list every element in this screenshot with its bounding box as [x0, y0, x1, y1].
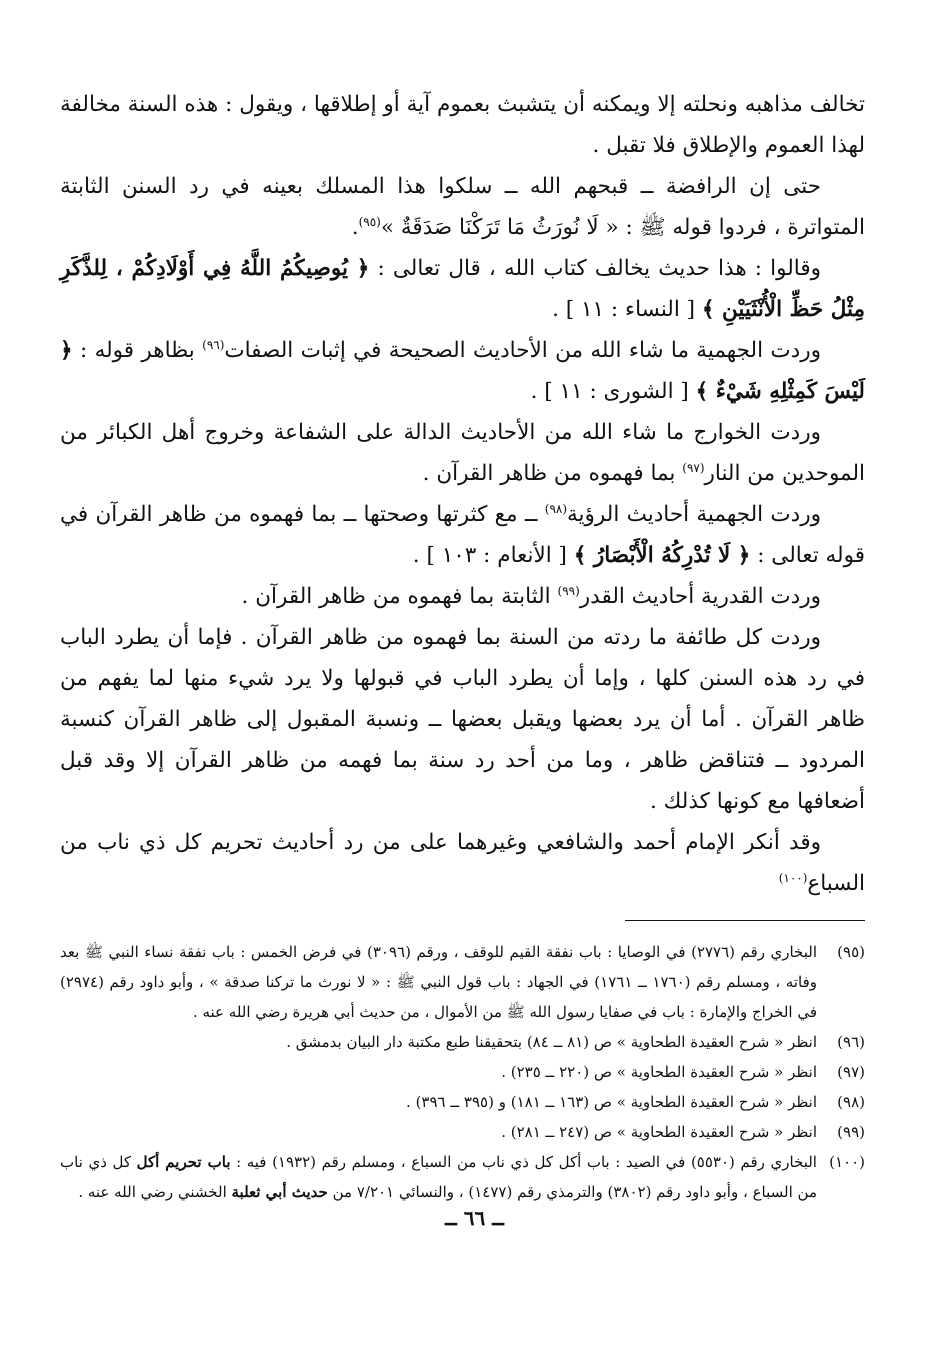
paragraph-8: وردت كل طائفة ما ردته من السنة بما فهموه من ظاهر القرآن . فإما أن يطرد الباب في رد هذه السنن كلها ، وإما أن يطرد الباب في قبولها ولا يرد شيء منها لما يفهم من ظاهر القرآن . أما أن يرد بعضها ويقبل بعضها ــ ونسبة المقبول إلى ظاهر القرآن كنسبة المردود ــ فتناقض ظاهر ، وما من أحد رد سنة بما فهمه من ظاهر القرآن إلا وقد قبل أضعافها مع كونها كذلك .	[60, 625, 865, 814]
footnote-ref-100[interactable]: (١٠٠)	[778, 870, 808, 885]
footnote-100-part-c: الخشني رضي الله عنه .	[78, 1183, 227, 1201]
paragraph-2-text: حتى إن الرافضة ــ قبحهم الله ــ سلكوا هذا المسلك بعينه في رد السنن الثابتة المتواترة ، فردوا قوله ﷺ : « لَا نُورَثُ مَا تَرَكْنَا صَدَقَةٌ »	[60, 174, 865, 240]
verse-citation-shura: [ الشورى : ١١ ] .	[530, 379, 689, 404]
footnote-text: انظر « شرح العقيدة الطحاوية » ص (٢٤٧ ــ ٢٨١) .	[501, 1123, 817, 1141]
quran-verse-anam: ﴿ لَا تُدْرِكُهُ الْأَبْصَارُ ﴾	[573, 543, 751, 568]
footnote-100-part-a: البخاري رقم (٥٥٣٠) في الصيد : باب أكل كل ذي ناب من السباع ، ومسلم رقم (١٩٣٢) فيه :	[236, 1153, 817, 1171]
paragraph-2	[60, 166, 865, 248]
paragraph-7-text-2: الثابتة بما فهموه من ظاهر القرآن .	[241, 584, 551, 609]
paragraph-4-text-2: بظاهر قوله :	[79, 338, 195, 363]
footnote-text: البخاري رقم (٢٧٧٦) في الوصايا : باب نفقة القيم للوقف ، ورقم (٣٠٩٦) في فرض الخمس : باب نفقة نساء النبي ﷺ بعد وفاته ، ومسلم رقم (١٧٦٠ ــ ١٧٦١) في الجهاد : باب قول النبي ﷺ : « لا نورث ما تركنا صدقة » ، وأبو داود رقم (٢٩٧٤) في الخراج والإمارة : باب في صفايا رسول الله ﷺ من الأموال ، من حديث أبي هريرة رضي الله عنه .	[60, 943, 817, 1021]
footnote-number: (٩٩)	[837, 1123, 865, 1141]
footnote-number: (٩٥)	[837, 943, 865, 961]
verse-citation-nisa: [ النساء : ١١ ] .	[552, 297, 696, 322]
verse-citation-anam: [ الأنعام : ١٠٣ ] .	[412, 543, 567, 568]
main-text	[60, 84, 865, 904]
footnote-number: (١٠٠)	[829, 1153, 865, 1171]
footnote-text: انظر « شرح العقيدة الطحاوية » ص (٢٢٠ ــ ٢٣٥) .	[501, 1063, 817, 1081]
footnote-text	[60, 1147, 817, 1207]
footnote-number: (٩٦)	[837, 1033, 865, 1051]
footnote-ref-98[interactable]: (٩٨)	[544, 501, 568, 516]
footnote-96	[60, 1027, 865, 1057]
footnote-95	[60, 937, 865, 1027]
footnote-number: (٩٧)	[837, 1063, 865, 1081]
footnotes	[60, 937, 865, 1207]
paragraph-3-text: وقالوا : هذا حديث يخالف كتاب الله ، قال تعالى :	[377, 256, 821, 281]
footnote-100	[60, 1147, 865, 1207]
footnote-text: انظر « شرح العقيدة الطحاوية » ص (٨١ ــ ٨٤) بتحقيقنا طبع مكتبة دار البيان بدمشق .	[286, 1033, 817, 1051]
footnote-100-bold-a: باب تحريم أكل	[136, 1153, 231, 1171]
paragraph-9-text: وقد أنكر الإمام أحمد والشافعي وغيرهما على من رد أحاديث تحريم كل ذي ناب من السباع	[60, 830, 865, 896]
footnote-ref-96[interactable]: (٩٦)	[202, 337, 225, 352]
paragraph-1: تخالف مذاهبه ونحلته إلا ويمكنه أن يتشبث بعموم آية أو إطلاقها ، ويقول : هذه السنة مخالفة لهذا العموم والإطلاق فلا تقبل .	[60, 92, 865, 158]
paragraph-5	[60, 412, 865, 494]
footnote-ref-99[interactable]: (٩٩)	[557, 583, 580, 598]
paragraph-9	[60, 822, 865, 904]
paragraph-6-text-2: ــ مع كثرتها وصحتها ــ بما فهموه من ظاهر القرآن في قوله تعالى :	[60, 502, 865, 568]
footnote-100-part-b: كل ذي ناب من السباع ، وأبو داود رقم (٣٨٠٢) والترمذي رقم (١٤٧٧) ، والنسائي ٧/٢٠١ من	[60, 1153, 817, 1201]
footnote-100-bold-b: حديث أبي ثعلبة	[231, 1183, 328, 1201]
footnote-text: انظر « شرح العقيدة الطحاوية » ص (١٦٣ ــ ١٨١) و (٣٩٥ ــ ٣٩٦) .	[406, 1093, 817, 1111]
paragraph-6-text: وردت الجهمية أحاديث الرؤية	[567, 502, 821, 527]
footnote-98	[60, 1087, 865, 1117]
paragraph-4-text: وردت الجهمية ما شاء الله من الأحاديث الصحيحة في إثبات الصفات	[224, 338, 821, 363]
paragraph-4	[60, 330, 865, 412]
page-number: ــ ٦٦ ــ	[445, 1206, 504, 1230]
footnote-99	[60, 1117, 865, 1147]
footnote-separator	[625, 920, 865, 921]
paragraph-5-text: وردت الخوارج ما شاء الله من الأحاديث الدالة على الشفاعة وخروج أهل الكبائر من الموحدين من النار	[60, 420, 865, 486]
quran-verse-nisa: ﴿ يُوصِيكُمُ اللَّهُ فِي أَوْلَادِكُمْ ، لِلذَّكَرِ مِثْلُ حَظِّ الْأُنْثَيَيْنِ ﴾	[60, 256, 865, 322]
quran-verse-shura: ﴿ لَيْسَ كَمِثْلِهِ شَيْءٌ ﴾	[60, 338, 865, 404]
page-content	[60, 84, 865, 1207]
footnote-ref-97[interactable]: (٩٧)	[682, 460, 705, 475]
footnote-number: (٩٨)	[837, 1093, 865, 1111]
paragraph-5-text-2: بما فهموه من ظاهر القرآن .	[422, 461, 676, 486]
footnote-97	[60, 1057, 865, 1087]
paragraph-6	[60, 494, 865, 576]
paragraph-2-end: .	[351, 215, 359, 240]
footnote-ref-95[interactable]: (٩٥)	[358, 214, 381, 229]
paragraph-7	[60, 576, 865, 617]
paragraph-7-text: وردت القدرية أحاديث القدر	[579, 584, 821, 609]
paragraph-3	[60, 248, 865, 330]
